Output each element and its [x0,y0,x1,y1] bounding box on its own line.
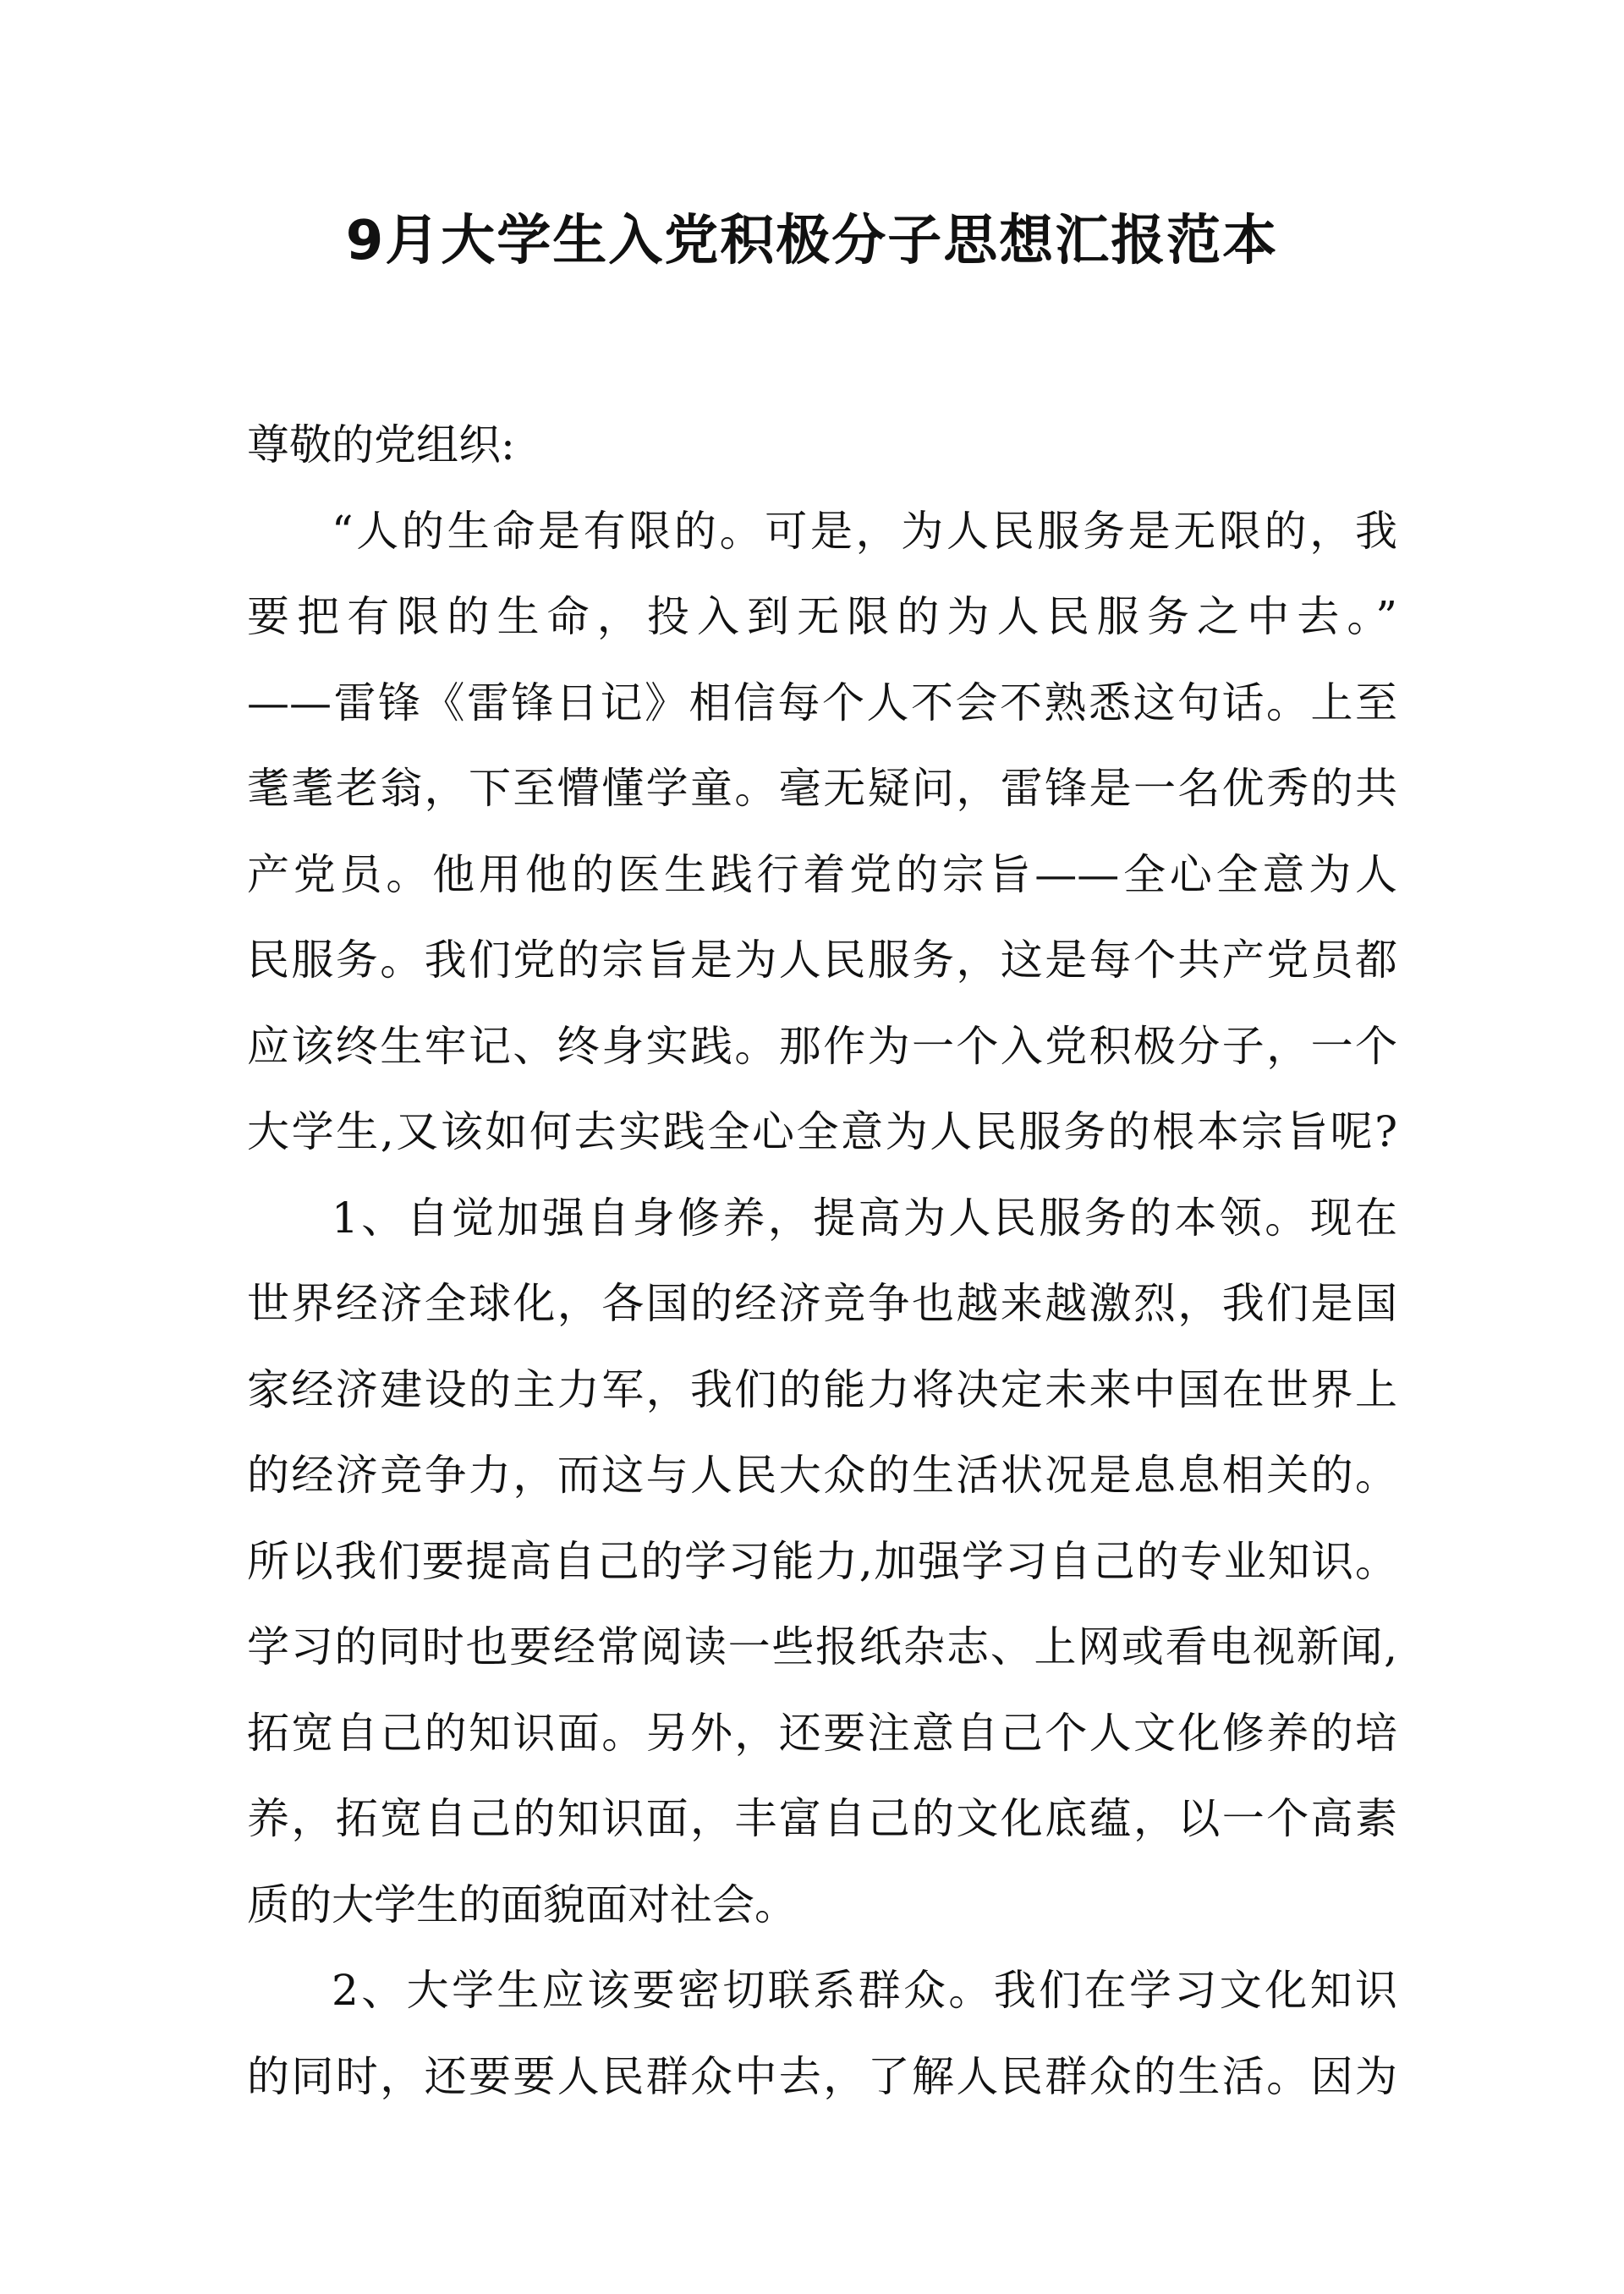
paragraph-line: 民服务。我们党的宗旨是为人民服务，这是每个共产党员都 [247,936,1397,985]
paragraph-line: 质的大学生的面貌面对社会。 [247,1880,797,1929]
paragraph-line: 家经济建设的主力军，我们的能力将决定未来中国在世界上 [247,1364,1397,1414]
paragraph-line: 养，拓宽自己的知识面，丰富自己的文化底蕴，以一个高素 [247,1794,1397,1843]
paragraph-line: 产党员。他用他的医生践行着党的宗旨——全心全意为人 [247,849,1397,899]
paragraph-line: 学习的同时也要经常阅读一些报纸杂志、上网或看电视新闻, [247,1622,1397,1671]
paragraph-line: 1、自觉加强自身修养，提高为人民服务的本领。现在 [332,1193,1397,1243]
paragraph-line: 的同时，还要要人民群众中去，了解人民群众的生活。因为 [247,2051,1397,2101]
paragraph-line: 耄耄老翁，下至懵懂学童。毫无疑问，雷锋是一名优秀的共 [247,764,1397,813]
paragraph-line: 的经济竞争力，而这与人民大众的生活状况是息息相关的。 [247,1451,1397,1500]
paragraph-line: 要把有限的生命，投入到无限的为人民服务之中去。” [247,592,1397,641]
document-title: 9月大学生入党积极分子思想汇报范本 [345,210,1279,272]
document-body [247,403,1397,2120]
paragraph-line: ——雷锋《雷锋日记》相信每个人不会不熟悉这句话。上至 [247,678,1397,727]
paragraph-line: 拓宽自己的知识面。另外，还要注意自己个人文化修养的培 [247,1708,1397,1758]
paragraph-line: 大学生,又该如何去实践全心全意为人民服务的根本宗旨呢? [247,1107,1397,1156]
paragraph-line: 所以我们要提高自己的学习能力,加强学习自己的专业知识。 [247,1536,1397,1586]
salutation: 尊敬的党组织: [247,420,515,469]
paragraph-line: 应该终生牢记、终身实践。那作为一个入党积极分子，一个 [247,1021,1397,1071]
paragraph-line: 2、大学生应该要密切联系群众。我们在学习文化知识 [332,1966,1397,2015]
paragraph-line: “人的生命是有限的。可是，为人民服务是无限的，我 [332,506,1397,556]
paragraph-line: 世界经济全球化，各国的经济竞争也越来越激烈，我们是国 [247,1279,1397,1328]
